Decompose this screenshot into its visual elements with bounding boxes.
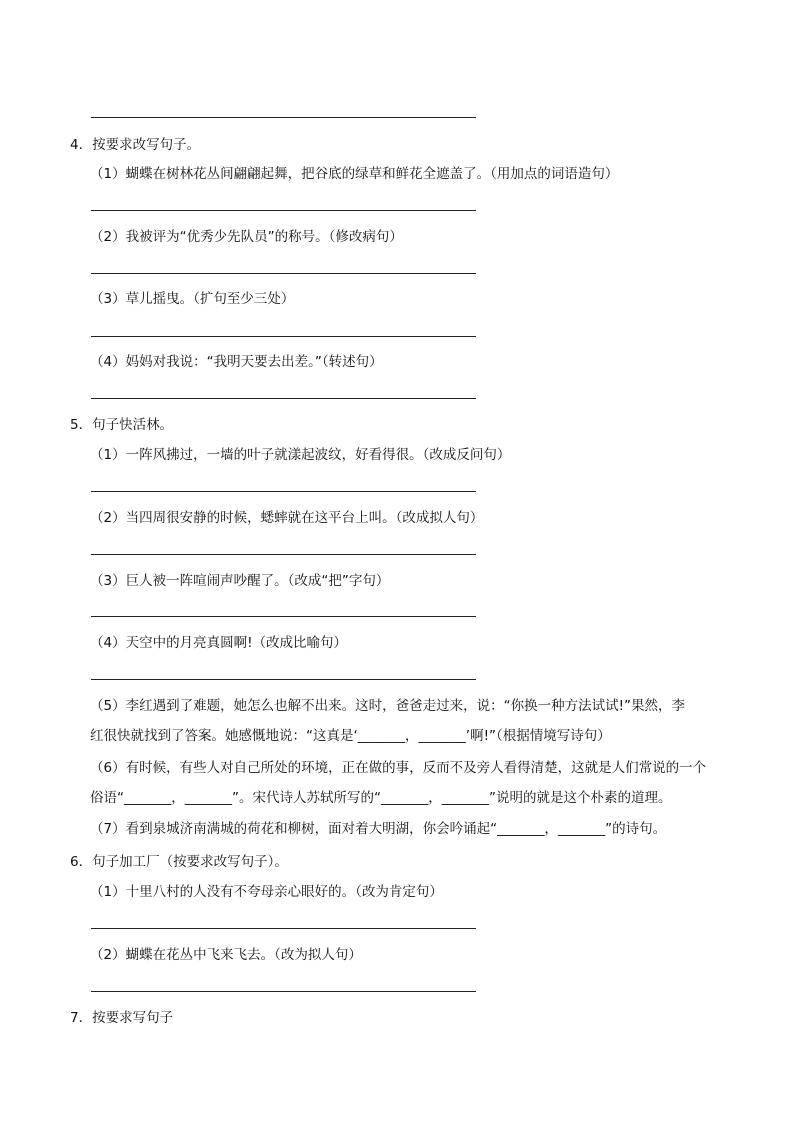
question-5-title: 5．句子快活林。 — [70, 417, 174, 433]
question-6-title: 6．句子加工厂（按要求改写句子）。 — [70, 854, 288, 870]
answer-line — [91, 491, 476, 492]
question-5-item-4: （4）天空中的月亮真圆啊!（改成比喻句） — [90, 635, 348, 651]
question-5-item-1: （1）一阵风拂过，一墙的叶子就漾起波纹，好看得很。（改成反问句） — [90, 447, 511, 463]
answer-line — [91, 273, 476, 274]
answer-line — [91, 991, 476, 992]
question-4-item-1: （1）蝴蝶在树林花丛间翩翩起舞，把谷底的绿草和鲜花全遮盖了。（用加点的词语造句） — [90, 166, 619, 182]
question-5-item-6-line-2: 俗语“_______，_______”。宋代诗人苏轼所写的“_______，_______”说明的就是这个朴素的道理。 — [90, 790, 672, 806]
question-6-item-1: （1）十里八村的人没有不夸母亲心眼好的。（改为肯定句） — [90, 884, 443, 900]
question-5-item-3: （3）巨人被一阵喧闹声吵醒了。（改成“把”字句） — [90, 573, 390, 589]
question-4-item-4: （4）妈妈对我说：“我明天要去出差。”（转述句） — [90, 354, 383, 370]
answer-line — [91, 398, 476, 399]
question-7-title: 7．按要求写句子 — [70, 1010, 174, 1026]
question-5-item-6-line-1: （6）有时候，有些人对自己所处的环境，正在做的事，反而不及旁人看得清楚，这就是人们常说的一个 — [90, 760, 707, 776]
question-6-item-2: （2）蝴蝶在花丛中飞来飞去。（改为拟人句） — [90, 947, 362, 963]
question-5-item-7: （7）看到泉城济南满城的荷花和柳树，面对着大明湖，你会吟诵起“_______，_______”的诗句。 — [90, 821, 667, 837]
answer-line — [91, 336, 476, 337]
question-4-item-2: （2）我被评为“优秀少先队员”的称号。（修改病句） — [90, 229, 403, 245]
question-4-item-3: （3）草儿摇曳。（扩句至少三处） — [90, 291, 295, 307]
question-5-item-2: （2）当四周很安静的时候，蟋蟀就在这平台上叫。（改成拟人句） — [90, 510, 484, 526]
answer-line — [91, 117, 476, 118]
answer-line — [91, 554, 476, 555]
answer-line — [91, 616, 476, 617]
answer-line — [91, 210, 476, 211]
answer-line — [91, 679, 476, 680]
question-5-item-5-line-2: 红很快就找到了答案。她感慨地说：“这真是‘_______，_______’啊!”（根据情境写诗句） — [90, 728, 611, 744]
question-5-item-5-line-1: （5）李红遇到了难题，她怎么也解不出来。这时，爸爸走过来，说：“你换一种方法试试!”果然，李 — [90, 698, 685, 714]
answer-line — [91, 928, 476, 929]
question-4-title: 4．按要求改写句子。 — [70, 137, 201, 153]
